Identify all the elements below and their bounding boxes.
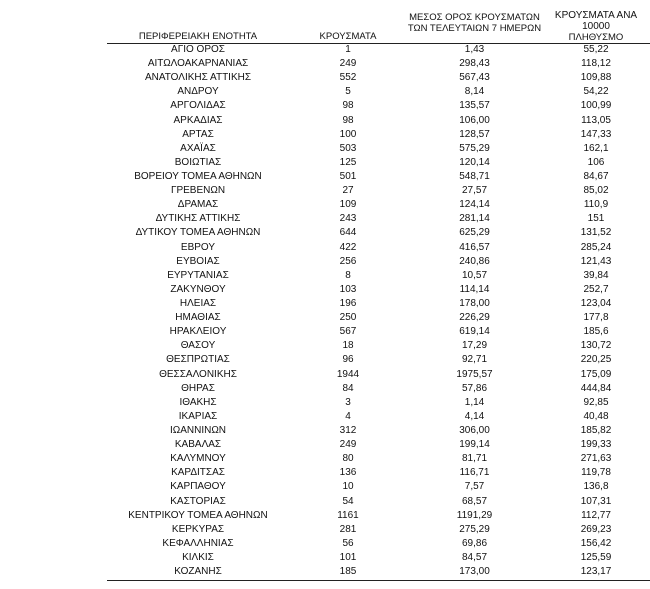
cell-avg7: 57,86	[461, 382, 488, 394]
cell-region: ΗΡΑΚΛΕΙΟΥ	[169, 326, 227, 338]
cell-avg7: 1,43	[464, 44, 485, 56]
cell-per10k: 85,02	[583, 185, 609, 197]
table-row	[107, 325, 650, 339]
table-row	[107, 297, 650, 311]
cell-region: ΑΓΙΟ ΟΡΟΣ	[171, 44, 225, 56]
cell-per10k: 100,99	[580, 100, 612, 112]
cell-region: ΑΡΚΑΔΙΑΣ	[173, 114, 223, 126]
cell-region: ΚΕΡΚΥΡΑΣ	[171, 523, 225, 535]
header-per10k-line2: ΠΛΗΘΥΣΜΟ	[568, 32, 624, 43]
table-row	[107, 410, 650, 424]
cell-cases: 281	[339, 523, 357, 535]
cell-per10k: 156,42	[580, 537, 612, 549]
cell-per10k: 151	[587, 213, 605, 225]
cell-cases: 250	[339, 312, 357, 324]
table-row	[107, 368, 650, 382]
cell-avg7: 1975,57	[456, 368, 493, 380]
cell-cases: 18	[342, 340, 354, 352]
cell-per10k: 444,84	[580, 382, 612, 394]
cell-cases: 98	[342, 100, 354, 112]
cell-cases: 136	[339, 467, 357, 479]
cell-per10k: 199,33	[580, 439, 612, 451]
table-row	[107, 114, 650, 128]
cell-avg7: 84,57	[461, 551, 488, 563]
cell-cases: 80	[342, 453, 354, 465]
cell-region: ΚΑΡΠΑΘΟΥ	[170, 481, 226, 493]
table-row	[107, 142, 650, 156]
header-per10k-line1: ΚΡΟΥΣΜΑΤΑ ΑΝΑ 10000	[554, 10, 638, 32]
cell-avg7: 114,14	[459, 283, 490, 295]
cell-avg7: 7,57	[464, 481, 485, 493]
cell-region: ΙΩΑΝΝΙΝΩΝ	[169, 425, 227, 436]
cell-region: ΔΥΤΙΚΟΥ ΤΟΜΕΑ ΑΘΗΝΩΝ	[135, 227, 261, 239]
cell-cases: 185	[339, 566, 357, 578]
cell-per10k: 113,05	[581, 114, 611, 126]
cell-cases: 1	[345, 44, 351, 56]
cell-region: ΕΒΡΟΥ	[180, 241, 216, 253]
cell-cases: 5	[345, 86, 351, 98]
cell-avg7: 10,57	[461, 269, 488, 281]
cell-region: ΒΟΡΕΙΟΥ ΤΟΜΕΑ ΑΘΗΝΩΝ	[134, 171, 262, 183]
cell-avg7: 281,14	[459, 213, 490, 225]
table-row	[107, 523, 650, 537]
cell-per10k: 162,1	[583, 142, 609, 154]
cell-per10k: 106	[587, 156, 605, 168]
cell-cases: 501	[339, 171, 357, 183]
cell-cases: 125	[339, 156, 357, 168]
table-row	[107, 269, 650, 283]
table-row	[107, 85, 650, 99]
cell-avg7: 306,00	[459, 425, 490, 436]
header-cases: ΚΡΟΥΣΜΑΤΑ	[319, 31, 377, 42]
cell-avg7: 128,57	[459, 128, 490, 140]
table-row	[107, 466, 650, 480]
cell-region: ΖΑΚΥΝΘΟΥ	[170, 283, 226, 295]
table-row	[107, 509, 650, 523]
cell-per10k: 131,52	[580, 227, 612, 239]
cell-cases: 8	[345, 269, 351, 281]
cell-region: ΘΗΡΑΣ	[181, 382, 215, 394]
cell-avg7: 575,29	[459, 142, 490, 154]
cell-cases: 109	[339, 199, 357, 211]
table-row	[107, 537, 650, 551]
cell-avg7: 416,57	[459, 241, 490, 253]
cell-cases: 552	[339, 72, 357, 84]
cell-region: ΑΝΔΡΟΥ	[177, 86, 219, 98]
table-row	[107, 339, 650, 353]
cell-avg7: 199,14	[459, 439, 490, 451]
cell-cases: 644	[339, 227, 357, 239]
cell-per10k: 107,31	[580, 495, 612, 507]
table-row	[107, 311, 650, 325]
table-row	[107, 184, 650, 198]
header-avg7	[407, 12, 542, 34]
cell-per10k: 110,9	[583, 199, 609, 211]
cell-per10k: 119,78	[581, 467, 611, 479]
cell-cases: 249	[339, 439, 357, 451]
cell-region: ΑΡΤΑΣ	[182, 128, 214, 140]
cell-region: ΚΑΛΥΜΝΟΥ	[170, 453, 226, 465]
cell-avg7: 4,14	[464, 410, 485, 422]
cell-cases: 27	[342, 185, 354, 197]
cell-region: ΙΚΑΡΙΑΣ	[178, 410, 218, 422]
cell-region: ΓΡΕΒΕΝΩΝ	[170, 185, 226, 197]
cell-per10k: 54,22	[583, 86, 609, 98]
cell-cases: 312	[339, 425, 357, 436]
cell-avg7: 17,29	[461, 340, 488, 352]
cell-per10k: 147,33	[580, 128, 612, 140]
table-row	[107, 226, 650, 240]
table-row	[107, 128, 650, 142]
cell-avg7: 124,14	[459, 199, 490, 211]
cell-per10k: 123,17	[580, 566, 612, 578]
cell-region: ΕΥΒΟΙΑΣ	[176, 255, 220, 267]
cell-cases: 96	[342, 354, 354, 366]
header-per10k	[542, 10, 650, 43]
cell-avg7: 226,29	[459, 312, 490, 324]
table-header	[107, 10, 650, 44]
cell-region: ΑΧΑΪΑΣ	[180, 142, 216, 154]
cell-cases: 3	[345, 396, 351, 408]
cell-avg7: 625,29	[459, 227, 490, 239]
table-row	[107, 198, 650, 212]
cell-region: ΚΑΣΤΟΡΙΑΣ	[170, 495, 226, 507]
cell-region: ΚΕΦΑΛΛΗΝΙΑΣ	[162, 537, 234, 549]
cell-avg7: 173,00	[459, 566, 490, 578]
cell-avg7: 298,43	[459, 58, 490, 70]
cell-region: ΗΛΕΙΑΣ	[179, 298, 217, 310]
table-row	[107, 495, 650, 509]
cell-avg7: 275,29	[459, 523, 490, 535]
cell-avg7: 548,71	[459, 171, 490, 183]
table-row	[107, 156, 650, 170]
cell-per10k: 177,8	[583, 312, 609, 324]
cell-region: ΔΡΑΜΑΣ	[177, 199, 219, 211]
table-row	[107, 424, 650, 438]
cell-cases: 103	[339, 283, 357, 295]
cell-per10k: 55,22	[583, 44, 609, 56]
cell-cases: 100	[339, 128, 357, 140]
cell-cases: 101	[339, 551, 357, 563]
cell-cases: 4	[345, 410, 351, 422]
cell-avg7: 1,14	[464, 396, 485, 408]
cell-cases: 1944	[336, 368, 360, 380]
cell-cases: 567	[339, 326, 357, 338]
header-avg7-line1: ΜΕΣΟΣ ΟΡΟΣ ΚΡΟΥΣΜΑΤΩΝ	[409, 12, 540, 23]
table-bottom-border	[107, 580, 650, 581]
cell-region: ΔΥΤΙΚΗΣ ΑΤΤΙΚΗΣ	[155, 213, 241, 225]
cell-region: ΑΝΑΤΟΛΙΚΗΣ ΑΤΤΙΚΗΣ	[144, 72, 252, 84]
cell-region: ΚΑΡΔΙΤΣΑΣ	[171, 467, 225, 479]
table-row	[107, 551, 650, 565]
table-row	[107, 452, 650, 466]
cell-region: ΙΘΑΚΗΣ	[179, 396, 217, 408]
cell-region: ΑΡΓΟΛΙΔΑΣ	[170, 100, 226, 112]
cell-per10k: 175,09	[580, 368, 612, 380]
table-row	[107, 99, 650, 113]
cell-cases: 1161	[337, 509, 359, 521]
table-row	[107, 396, 650, 410]
cell-per10k: 185,82	[580, 425, 612, 436]
table-row	[107, 255, 650, 269]
cell-per10k: 40,48	[583, 410, 609, 422]
table-row	[107, 170, 650, 184]
cell-per10k: 39,84	[583, 269, 609, 281]
cell-region: ΒΟΙΩΤΙΑΣ	[174, 156, 222, 168]
cell-region: ΚΙΛΚΙΣ	[182, 551, 214, 563]
table-row	[107, 565, 650, 579]
cell-region: ΘΕΣΣΑΛΟΝΙΚΗΣ	[159, 368, 237, 380]
cell-per10k: 136,8	[583, 481, 609, 493]
cell-avg7: 1191,29	[456, 509, 493, 521]
cell-per10k: 185,6	[583, 326, 609, 338]
cell-cases: 98	[342, 114, 354, 126]
cell-cases: 196	[339, 298, 357, 310]
cell-per10k: 121,43	[580, 255, 612, 267]
cell-per10k: 220,25	[580, 354, 612, 366]
table-row	[107, 57, 650, 71]
cell-per10k: 252,7	[583, 283, 609, 295]
cell-per10k: 112,77	[581, 509, 611, 521]
cell-cases: 256	[339, 255, 357, 267]
cell-region: ΚΑΒΑΛΑΣ	[174, 439, 222, 451]
cell-avg7: 240,86	[459, 255, 490, 267]
cell-avg7: 567,43	[459, 72, 490, 84]
cell-region: ΘΕΣΠΡΩΤΙΑΣ	[166, 354, 230, 366]
cell-avg7: 120,14	[459, 156, 490, 168]
cell-region: ΕΥΡΥΤΑΝΙΑΣ	[167, 269, 229, 281]
cell-avg7: 178,00	[459, 298, 490, 310]
cell-avg7: 106,00	[459, 114, 490, 126]
cell-region: ΘΑΣΟΥ	[180, 340, 216, 352]
table-row	[107, 212, 650, 226]
cell-avg7: 68,57	[461, 495, 488, 507]
header-avg7-line2: ΤΩΝ ΤΕΛΕΥΤΑΙΩΝ 7 ΗΜΕΡΩΝ	[407, 23, 542, 34]
cell-per10k: 271,63	[580, 453, 612, 465]
cell-per10k: 84,67	[583, 171, 609, 183]
table-row	[107, 353, 650, 367]
cell-cases: 422	[339, 241, 357, 253]
table-body	[107, 43, 650, 579]
cell-per10k: 130,72	[580, 340, 612, 352]
table-row	[107, 43, 650, 57]
cell-avg7: 116,71	[459, 467, 490, 479]
cell-per10k: 285,24	[580, 241, 612, 253]
cell-avg7: 69,86	[461, 537, 488, 549]
cell-cases: 503	[339, 142, 357, 154]
cell-avg7: 8,14	[464, 86, 485, 98]
cell-avg7: 135,57	[459, 100, 490, 112]
cell-per10k: 118,12	[581, 58, 611, 70]
cell-region: ΚΟΖΑΝΗΣ	[174, 566, 222, 578]
cell-cases: 249	[339, 58, 357, 70]
cell-avg7: 619,14	[459, 326, 490, 338]
table-row	[107, 71, 650, 85]
table-row	[107, 438, 650, 452]
cell-region: ΑΙΤΩΛΟΑΚΑΡΝΑΝΙΑΣ	[147, 58, 249, 70]
cell-per10k: 123,04	[580, 298, 612, 310]
cell-avg7: 27,57	[461, 185, 488, 197]
cell-cases: 243	[339, 213, 357, 225]
cell-region: ΚΕΝΤΡΙΚΟΥ ΤΟΜΕΑ ΑΘΗΝΩΝ	[128, 509, 268, 521]
cell-avg7: 81,71	[461, 453, 488, 465]
table-row	[107, 241, 650, 255]
cell-avg7: 92,71	[461, 354, 488, 366]
table-row	[107, 382, 650, 396]
cell-per10k: 269,23	[580, 523, 612, 535]
cell-per10k: 92,85	[583, 396, 609, 408]
cell-per10k: 125,59	[580, 551, 612, 563]
cell-region: ΗΜΑΘΙΑΣ	[175, 312, 221, 324]
cell-cases: 10	[342, 481, 354, 493]
table-row	[107, 480, 650, 494]
cell-per10k: 109,88	[580, 72, 612, 84]
table-row	[107, 283, 650, 297]
cell-cases: 84	[342, 382, 354, 394]
cell-cases: 56	[342, 537, 354, 549]
header-region: ΠΕΡΙΦΕΡΕΙΑΚΗ ΕΝΟΤΗΤΑ	[138, 31, 258, 42]
cell-cases: 54	[342, 495, 354, 507]
